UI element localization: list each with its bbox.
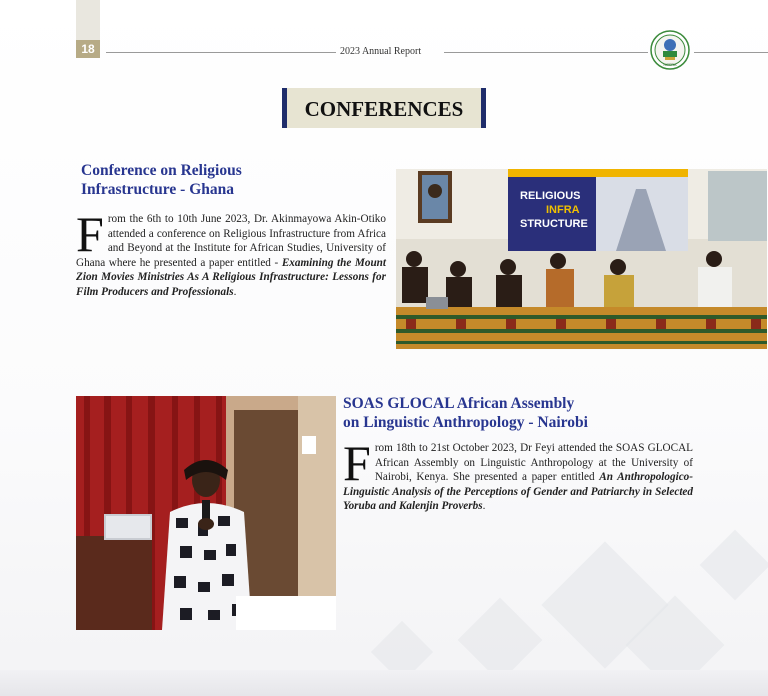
conference2-title-line1: SOAS GLOCAL African Assembly [343,395,575,412]
conference1-body [76,206,386,300]
conference2-title-line2: on Linguistic Anthropology - Nairobi [343,414,588,431]
photo-banner-line2: INFRA [546,204,580,216]
footer-band [0,670,768,696]
conference2-photo-illustration [76,396,336,630]
header-rule-right [444,52,648,53]
conference1-photo-illustration [396,169,767,349]
conference1-drop-cap: F [76,206,104,262]
conference1-paper-title: Examining the Mount Zion Movies Ministries As A Religious Infrastructure: Lessons for Film Producers and Professionals [76,256,386,298]
institute-logo-icon [650,30,690,70]
conference1-body-end: . [233,285,237,298]
photo-banner-line1: RELIGIOUS [520,190,581,202]
conference1-title-line1: Conference on Religious [81,162,242,179]
conference2-body-end: . [482,500,486,513]
conference1-title-line2: Infrastructure - Ghana [81,181,234,198]
conference2-body-intro: rom 18th to 21st October 2023, Dr Feyi attended the SOAS GLOCAL African Assembly on Linguistic Anthropology at the University of Nairobi, Kenya. She presented a paper entitled [374,442,693,484]
conference2-photo [76,396,336,630]
conference1-title [81,161,381,199]
conference2-title [343,394,683,432]
conference1-body-intro: rom the 6th to 10th June 2023, Dr. Akinmayowa Akin-Otiko attended a conference on Religious Infrastructure from Africa and Beyond at the Institute for African Studies, University of Ghana where he presented a paper entitled - [76,213,386,269]
conference2-body [343,435,693,514]
section-banner [282,88,486,128]
conference2-drop-cap: F [343,435,371,491]
page-number: 18 [76,40,100,58]
report-title: 2023 Annual Report [340,46,422,57]
background-diamond [700,530,768,601]
photo-banner-line3: STRUCTURE [520,218,588,230]
conference1-photo [396,169,767,349]
header-rule-left [106,52,336,53]
section-title: CONFERENCES [304,97,464,121]
conference2-paper-title: An Anthropologico-Linguistic Analysis of the Perceptions of Gender and Patriarchy in Selected Yoruba and Kalenjin Proverbs [343,471,693,513]
logo-caption: NIGERIA [663,63,677,67]
header-rule-far [694,52,768,53]
